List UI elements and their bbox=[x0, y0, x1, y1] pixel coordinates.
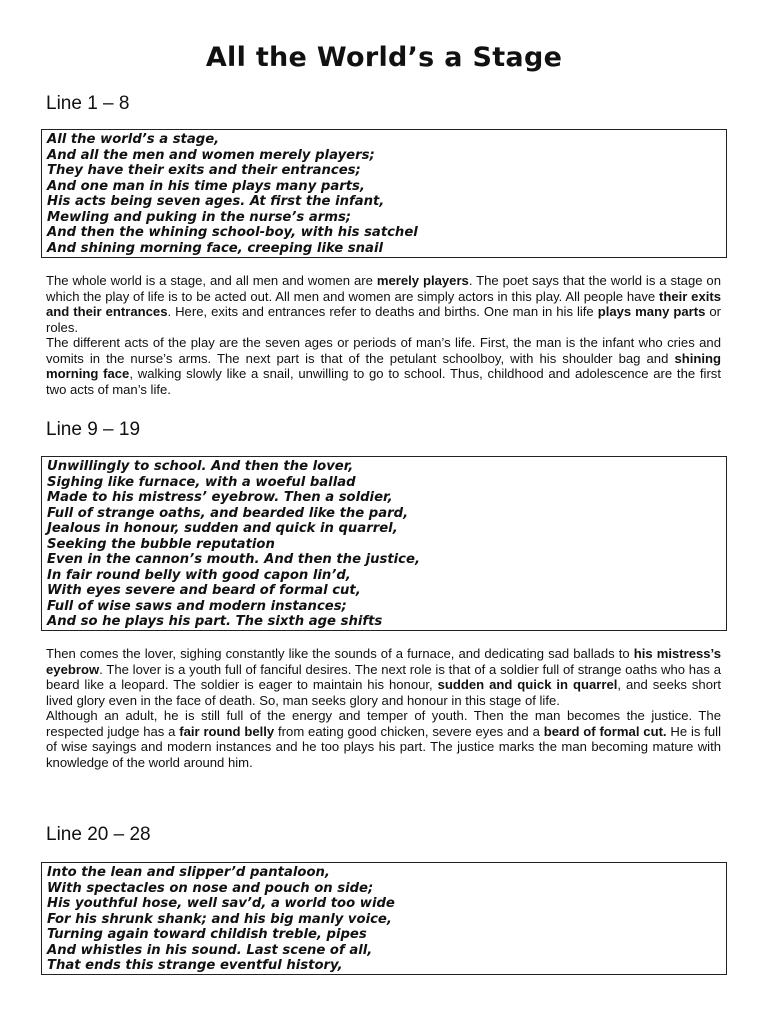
poem-line: His youthful hose, well sav’d, a world too wide bbox=[47, 896, 395, 911]
text-run: The whole world is a stage, and all men and women are bbox=[46, 273, 377, 288]
paragraph bbox=[46, 708, 721, 770]
poem-line: With spectacles on nose and pouch on side; bbox=[47, 880, 374, 896]
poem-box bbox=[41, 456, 727, 631]
poem-line: Jealous in honour, sudden and quick in quarrel, bbox=[47, 521, 398, 536]
poem-line: Turning again toward childish treble, pipes bbox=[47, 927, 367, 942]
poem-box bbox=[41, 862, 727, 975]
bold-phrase: beard of formal cut. bbox=[543, 723, 667, 739]
bold-phrase: fair round belly bbox=[179, 723, 275, 739]
paragraph bbox=[46, 335, 721, 397]
poem-line: In fair round belly with good capon lin’d, bbox=[47, 567, 351, 583]
text-run: . Here, exits and entrances refer to deaths and births. One man in his life bbox=[167, 304, 598, 319]
text-run: . The lover is a youth full of fanciful desires. The next role is that of a soldier full of strange oaths who has a beard like a leopard. The soldier is eager to maintain his honour, bbox=[46, 661, 721, 692]
poem-line: And all the men and women merely players; bbox=[47, 147, 375, 163]
text-run: or roles. bbox=[46, 304, 721, 335]
poem-line: With eyes severe and beard of formal cut, bbox=[47, 583, 361, 598]
paragraph bbox=[46, 646, 721, 708]
poem-line: Seeking the bubble reputation bbox=[47, 536, 275, 552]
poem-line: And shining morning face, creeping like snail bbox=[47, 240, 383, 256]
poem-line: And then the whining school-boy, with his satchel bbox=[47, 225, 418, 240]
poem-line: Into the lean and slipper’d pantaloon, bbox=[47, 865, 330, 880]
poem-line: Even in the cannon’s mouth. And then the justice, bbox=[47, 552, 420, 567]
poem-line: Full of strange oaths, and bearded like the pard, bbox=[47, 505, 409, 521]
bold-phrase: shining morning face bbox=[46, 350, 721, 381]
poem-line: And one man in his time plays many parts, bbox=[47, 178, 365, 194]
text-run: , and seeks short lived glory even in the face of death. So, man seeks glory and honour in this stage of life. bbox=[46, 677, 721, 708]
text-run: He is full of wise sayings and modern instances and he too plays his part. The justice marks the man becoming mature with knowledge of the world around him. bbox=[46, 723, 721, 770]
bold-phrase: sudden and quick in quarrel bbox=[437, 677, 618, 692]
poem-line: Sighing like furnace, with a woeful ballad bbox=[47, 474, 356, 490]
bold-phrase: his mistress’s eyebrow bbox=[46, 646, 721, 677]
poem-line: For his shrunk shank; and his big manly voice, bbox=[47, 911, 392, 927]
poem-line: And so he plays his part. The sixth age shifts bbox=[47, 614, 383, 629]
bold-phrase: merely players bbox=[376, 273, 469, 288]
text-run: Although an adult, he is still full of the energy and temper of youth. Then the man becomes the justice. The respected judge has a bbox=[46, 708, 721, 739]
poem-line: All the world’s a stage, bbox=[47, 132, 220, 147]
poem-line: Mewling and puking in the nurse’s arms; bbox=[47, 209, 352, 225]
bold-phrase: plays many parts bbox=[597, 304, 706, 319]
explanation-text bbox=[46, 273, 721, 397]
bold-phrase: their exits and their entrances bbox=[46, 288, 722, 319]
text-run: from eating good chicken, severe eyes and a bbox=[274, 723, 544, 739]
section-heading: Line 1 – 8 bbox=[46, 93, 130, 114]
section-heading: Line 20 – 28 bbox=[46, 824, 151, 845]
text-run: Then comes the lover, sighing constantly like the sounds of a furnace, and dedicating sad ballads to bbox=[46, 646, 634, 661]
text-run: The different acts of the play are the seven ages or periods of man’s life. First, the man is the infant who cries and vomits in the nurse’s arms. The next part is that of the petulant schoolboy, with his shoulder bag and bbox=[46, 335, 721, 366]
text-run: , walking slowly like a snail, unwilling to go to school. Thus, childhood and adolescence are the first two acts of man’s life. bbox=[46, 366, 721, 397]
poem-line: They have their exits and their entrances; bbox=[47, 163, 361, 178]
poem-line: And whistles in his sound. Last scene of all, bbox=[47, 942, 373, 958]
section-heading: Line 9 – 19 bbox=[46, 419, 141, 440]
poem-line: Made to his mistress’ eyebrow. Then a soldier, bbox=[47, 490, 393, 505]
page-title: All the World’s a Stage bbox=[205, 42, 563, 73]
text-run: . The poet says that the world is a stage on which the play of life is to be acted out. All men and women are simply actors in this play. All people have bbox=[46, 273, 721, 304]
poem-box bbox=[41, 129, 727, 258]
poem-line: Full of wise saws and modern instances; bbox=[47, 598, 347, 614]
poem-line: Unwillingly to school. And then the lover, bbox=[47, 459, 354, 474]
poem-line: That ends this strange eventful history, bbox=[47, 958, 343, 973]
poem-line: His acts being seven ages. At first the infant, bbox=[47, 194, 385, 209]
paragraph bbox=[46, 273, 721, 335]
explanation-text bbox=[46, 646, 721, 770]
